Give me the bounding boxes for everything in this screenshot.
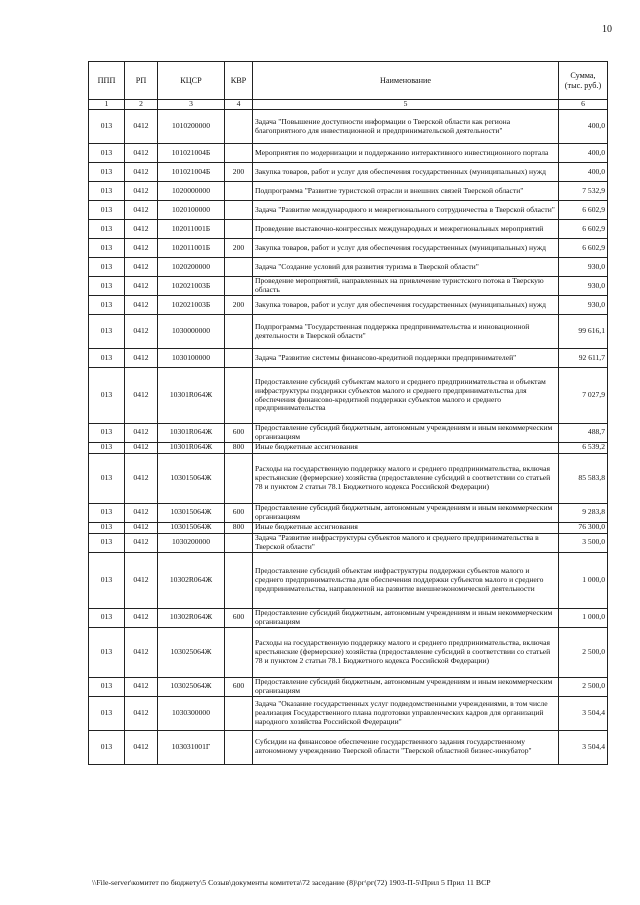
cell-kvr xyxy=(225,110,253,144)
cell-ppp: 013 xyxy=(89,552,125,608)
table-row xyxy=(89,110,608,144)
cell-name: Задача "Повышение доступности информации о Тверской области как региона благоприятного для инвестиционной и предпринимательской деятельности" xyxy=(253,110,559,144)
cell-rp: 0412 xyxy=(125,696,158,730)
cell-ppp: 013 xyxy=(89,368,125,424)
cell-ppp: 013 xyxy=(89,503,125,522)
column-header: РП xyxy=(125,62,158,100)
cell-kvr: 200 xyxy=(225,239,253,258)
column-number: 2 xyxy=(125,100,158,110)
cell-kvr: 800 xyxy=(225,522,253,533)
table-header-row xyxy=(89,62,608,100)
cell-sum: 930,0 xyxy=(559,296,608,315)
cell-kcsr: 101021004Б xyxy=(158,163,225,182)
cell-kcsr: 102011001Б xyxy=(158,220,225,239)
cell-kcsr: 103015064Ж xyxy=(158,503,225,522)
cell-kvr: 200 xyxy=(225,296,253,315)
cell-rp: 0412 xyxy=(125,201,158,220)
cell-ppp: 013 xyxy=(89,608,125,627)
cell-name: Закупка товаров, работ и услуг для обеспечения государственных (муниципальных) нужд xyxy=(253,239,559,258)
cell-name: Подпрограмма "Государственная поддержка предпринимательства и инновационной деятельности в Тверской области" xyxy=(253,315,559,349)
cell-sum: 1 000,0 xyxy=(559,552,608,608)
table-row xyxy=(89,239,608,258)
cell-kcsr: 1030000000 xyxy=(158,315,225,349)
table-body xyxy=(89,110,608,765)
column-number: 5 xyxy=(253,100,559,110)
cell-name: Задача "Создание условий для развития туризма в Тверской области" xyxy=(253,258,559,277)
cell-name: Подпрограмма "Развитие туристской отрасли и внешних связей Тверской области" xyxy=(253,182,559,201)
cell-kvr xyxy=(225,258,253,277)
cell-name: Расходы на государственную поддержку малого и среднего предпринимательства, включая крестьянские (фермерские) хозяйства (предоставление субсидий в соответствии со статьей 78 и пунктом 2 статьи 78.1 Бюджетного кодекса Российской Федерации) xyxy=(253,627,559,677)
cell-rp: 0412 xyxy=(125,349,158,368)
cell-kvr: 600 xyxy=(225,608,253,627)
cell-sum: 930,0 xyxy=(559,258,608,277)
cell-rp: 0412 xyxy=(125,368,158,424)
cell-kvr xyxy=(225,277,253,296)
cell-kcsr: 102021003Б xyxy=(158,277,225,296)
cell-kvr: 600 xyxy=(225,503,253,522)
cell-kcsr: 102011001Б xyxy=(158,239,225,258)
cell-ppp: 013 xyxy=(89,277,125,296)
cell-name: Мероприятия по модернизации и поддержанию интерактивного инвестиционного портала xyxy=(253,144,559,163)
cell-rp: 0412 xyxy=(125,144,158,163)
table-row xyxy=(89,627,608,677)
table-row xyxy=(89,163,608,182)
cell-rp: 0412 xyxy=(125,453,158,503)
table-row xyxy=(89,220,608,239)
table-row xyxy=(89,696,608,730)
cell-ppp: 013 xyxy=(89,163,125,182)
cell-kvr xyxy=(225,533,253,552)
table-row xyxy=(89,442,608,453)
cell-kvr: 600 xyxy=(225,424,253,443)
cell-sum: 7 532,9 xyxy=(559,182,608,201)
cell-name: Предоставление субсидий бюджетным, автономным учреждениям и иным некоммерческим организациям xyxy=(253,503,559,522)
cell-ppp: 013 xyxy=(89,110,125,144)
column-number: 6 xyxy=(559,100,608,110)
cell-kvr xyxy=(225,182,253,201)
cell-kcsr: 1030300000 xyxy=(158,696,225,730)
cell-rp: 0412 xyxy=(125,442,158,453)
cell-kvr xyxy=(225,144,253,163)
cell-rp: 0412 xyxy=(125,182,158,201)
table-row xyxy=(89,368,608,424)
cell-kvr xyxy=(225,552,253,608)
cell-kcsr: 1010200000 xyxy=(158,110,225,144)
column-number: 4 xyxy=(225,100,253,110)
column-header: Сумма, (тыс. руб.) xyxy=(559,62,608,100)
table-row xyxy=(89,424,608,443)
table-row xyxy=(89,453,608,503)
cell-sum: 9 283,8 xyxy=(559,503,608,522)
cell-sum: 6 602,9 xyxy=(559,220,608,239)
table-row xyxy=(89,503,608,522)
cell-kvr xyxy=(225,220,253,239)
cell-kcsr: 102021003Б xyxy=(158,296,225,315)
cell-rp: 0412 xyxy=(125,533,158,552)
cell-ppp: 013 xyxy=(89,677,125,696)
cell-kvr xyxy=(225,627,253,677)
cell-sum: 930,0 xyxy=(559,277,608,296)
cell-name: Иные бюджетные ассигнования xyxy=(253,442,559,453)
cell-name: Предоставление субсидий объектам инфраструктуры поддержки субъектов малого и среднего предпринимательства для обеспечения поддержки субъектов малого и среднего предпринимательства, направленной на развитие внешнеэкономической деятельности xyxy=(253,552,559,608)
cell-sum: 7 027,9 xyxy=(559,368,608,424)
cell-rp: 0412 xyxy=(125,552,158,608)
cell-kvr xyxy=(225,201,253,220)
cell-sum: 2 500,0 xyxy=(559,627,608,677)
cell-kcsr: 1030100000 xyxy=(158,349,225,368)
cell-kcsr: 103025064Ж xyxy=(158,677,225,696)
table-row xyxy=(89,296,608,315)
cell-ppp: 013 xyxy=(89,533,125,552)
cell-ppp: 013 xyxy=(89,220,125,239)
cell-sum: 400,0 xyxy=(559,110,608,144)
table-row xyxy=(89,315,608,349)
cell-sum: 3 504,4 xyxy=(559,696,608,730)
cell-rp: 0412 xyxy=(125,424,158,443)
cell-sum: 1 000,0 xyxy=(559,608,608,627)
cell-rp: 0412 xyxy=(125,277,158,296)
cell-kcsr: 101021004Б xyxy=(158,144,225,163)
table-row xyxy=(89,533,608,552)
cell-name: Закупка товаров, работ и услуг для обеспечения государственных (муниципальных) нужд xyxy=(253,163,559,182)
cell-sum: 92 611,7 xyxy=(559,349,608,368)
cell-name: Закупка товаров, работ и услуг для обеспечения государственных (муниципальных) нужд xyxy=(253,296,559,315)
cell-name: Задача "Развитие инфраструктуры субъектов малого и среднего предпринимательства в Тверской области" xyxy=(253,533,559,552)
cell-name: Проведение мероприятий, направленных на привлечение туристского потока в Тверскую область xyxy=(253,277,559,296)
table-row xyxy=(89,677,608,696)
cell-ppp: 013 xyxy=(89,696,125,730)
column-header: КЦСР xyxy=(158,62,225,100)
cell-ppp: 013 xyxy=(89,296,125,315)
cell-kvr xyxy=(225,453,253,503)
cell-kcsr: 1030200000 xyxy=(158,533,225,552)
cell-kvr: 600 xyxy=(225,677,253,696)
cell-rp: 0412 xyxy=(125,503,158,522)
cell-sum: 6 539,2 xyxy=(559,442,608,453)
cell-sum: 76 300,0 xyxy=(559,522,608,533)
cell-kcsr: 10301R064Ж xyxy=(158,442,225,453)
cell-kvr xyxy=(225,349,253,368)
cell-name: Задача "Развитие системы финансово-кредитной поддержки предпринимателей" xyxy=(253,349,559,368)
table-row xyxy=(89,349,608,368)
cell-kvr: 800 xyxy=(225,442,253,453)
cell-sum: 6 602,9 xyxy=(559,239,608,258)
cell-ppp: 013 xyxy=(89,201,125,220)
table-row xyxy=(89,258,608,277)
cell-kcsr: 10301R064Ж xyxy=(158,424,225,443)
cell-sum: 3 500,0 xyxy=(559,533,608,552)
cell-kcsr: 1020100000 xyxy=(158,201,225,220)
cell-kcsr: 103015064Ж xyxy=(158,522,225,533)
cell-name: Расходы на государственную поддержку малого и среднего предпринимательства, включая крестьянские (фермерские) хозяйства (предоставление субсидий в соответствии со статьей 78 и пунктом 2 статьи 78.1 Бюджетного кодекса Российской Федерации) xyxy=(253,453,559,503)
file-path-footer: \\File-server\комитет по бюджету\5 Созыв\документы комитета\72 заседание (8)\рг\рг(72) 1903-П-5\Прил 5 Прил 11 ВСР xyxy=(92,878,491,887)
cell-kcsr: 10302R064Ж xyxy=(158,552,225,608)
cell-ppp: 013 xyxy=(89,730,125,764)
cell-rp: 0412 xyxy=(125,315,158,349)
table-row xyxy=(89,730,608,764)
cell-sum: 400,0 xyxy=(559,144,608,163)
column-header: КВР xyxy=(225,62,253,100)
cell-kcsr: 103031001Г xyxy=(158,730,225,764)
budget-table xyxy=(88,61,608,765)
cell-name: Предоставление субсидий бюджетным, автономным учреждениям и иным некоммерческим организациям xyxy=(253,608,559,627)
table-row xyxy=(89,201,608,220)
cell-rp: 0412 xyxy=(125,522,158,533)
cell-name: Задача "Развитие международного и межрегионального сотрудничества в Тверской области" xyxy=(253,201,559,220)
cell-ppp: 013 xyxy=(89,315,125,349)
cell-sum: 85 583,8 xyxy=(559,453,608,503)
table-row xyxy=(89,608,608,627)
cell-rp: 0412 xyxy=(125,677,158,696)
cell-name: Предоставление субсидий бюджетным, автономным учреждениям и иным некоммерческим организациям xyxy=(253,424,559,443)
cell-kcsr: 1020000000 xyxy=(158,182,225,201)
table-row xyxy=(89,182,608,201)
cell-rp: 0412 xyxy=(125,239,158,258)
cell-kcsr: 1020200000 xyxy=(158,258,225,277)
cell-rp: 0412 xyxy=(125,110,158,144)
cell-sum: 488,7 xyxy=(559,424,608,443)
cell-name: Предоставление субсидий субъектам малого и среднего предпринимательства и объектам инфраструктуры поддержки субъектов малого и среднего предпринимательства для обеспечения финансово-кредитной поддержки субъектов малого и среднего предпринимательства xyxy=(253,368,559,424)
cell-ppp: 013 xyxy=(89,258,125,277)
cell-kvr: 200 xyxy=(225,163,253,182)
cell-name: Субсидии на финансовое обеспечение государственного задания государственному автономному учреждению Тверской области "Тверской областной бизнес-инкубатор" xyxy=(253,730,559,764)
cell-kcsr: 10301R064Ж xyxy=(158,368,225,424)
cell-sum: 2 500,0 xyxy=(559,677,608,696)
table-row xyxy=(89,144,608,163)
column-header: Наименование xyxy=(253,62,559,100)
cell-ppp: 013 xyxy=(89,442,125,453)
cell-kcsr: 103025064Ж xyxy=(158,627,225,677)
cell-ppp: 013 xyxy=(89,144,125,163)
table-row xyxy=(89,277,608,296)
cell-name: Предоставление субсидий бюджетным, автономным учреждениям и иным некоммерческим организациям xyxy=(253,677,559,696)
cell-name: Иные бюджетные ассигнования xyxy=(253,522,559,533)
cell-kvr xyxy=(225,696,253,730)
column-number: 3 xyxy=(158,100,225,110)
cell-sum: 3 504,4 xyxy=(559,730,608,764)
cell-rp: 0412 xyxy=(125,258,158,277)
cell-kvr xyxy=(225,368,253,424)
cell-ppp: 013 xyxy=(89,453,125,503)
cell-rp: 0412 xyxy=(125,608,158,627)
table-row xyxy=(89,522,608,533)
cell-ppp: 013 xyxy=(89,522,125,533)
cell-ppp: 013 xyxy=(89,182,125,201)
cell-rp: 0412 xyxy=(125,163,158,182)
cell-kvr xyxy=(225,730,253,764)
column-header: ППП xyxy=(89,62,125,100)
cell-kcsr: 103015064Ж xyxy=(158,453,225,503)
cell-rp: 0412 xyxy=(125,296,158,315)
cell-rp: 0412 xyxy=(125,220,158,239)
cell-sum: 400,0 xyxy=(559,163,608,182)
cell-sum: 6 602,9 xyxy=(559,201,608,220)
cell-name: Задача "Оказание государственных услуг подведомственными учреждениями, в том числе реализация Государственного плана подготовки управленческих кадров для организаций народного хозяйства Российской Федерации" xyxy=(253,696,559,730)
cell-kcsr: 10302R064Ж xyxy=(158,608,225,627)
cell-name: Проведение выставочно-конгрессных международных и межрегиональных мероприятий xyxy=(253,220,559,239)
cell-sum: 99 616,1 xyxy=(559,315,608,349)
cell-rp: 0412 xyxy=(125,730,158,764)
column-number: 1 xyxy=(89,100,125,110)
cell-ppp: 013 xyxy=(89,627,125,677)
cell-rp: 0412 xyxy=(125,627,158,677)
page-number: 10 xyxy=(602,24,612,35)
cell-kvr xyxy=(225,315,253,349)
cell-ppp: 013 xyxy=(89,424,125,443)
table-row xyxy=(89,552,608,608)
column-number-row xyxy=(89,100,608,110)
cell-ppp: 013 xyxy=(89,349,125,368)
cell-ppp: 013 xyxy=(89,239,125,258)
